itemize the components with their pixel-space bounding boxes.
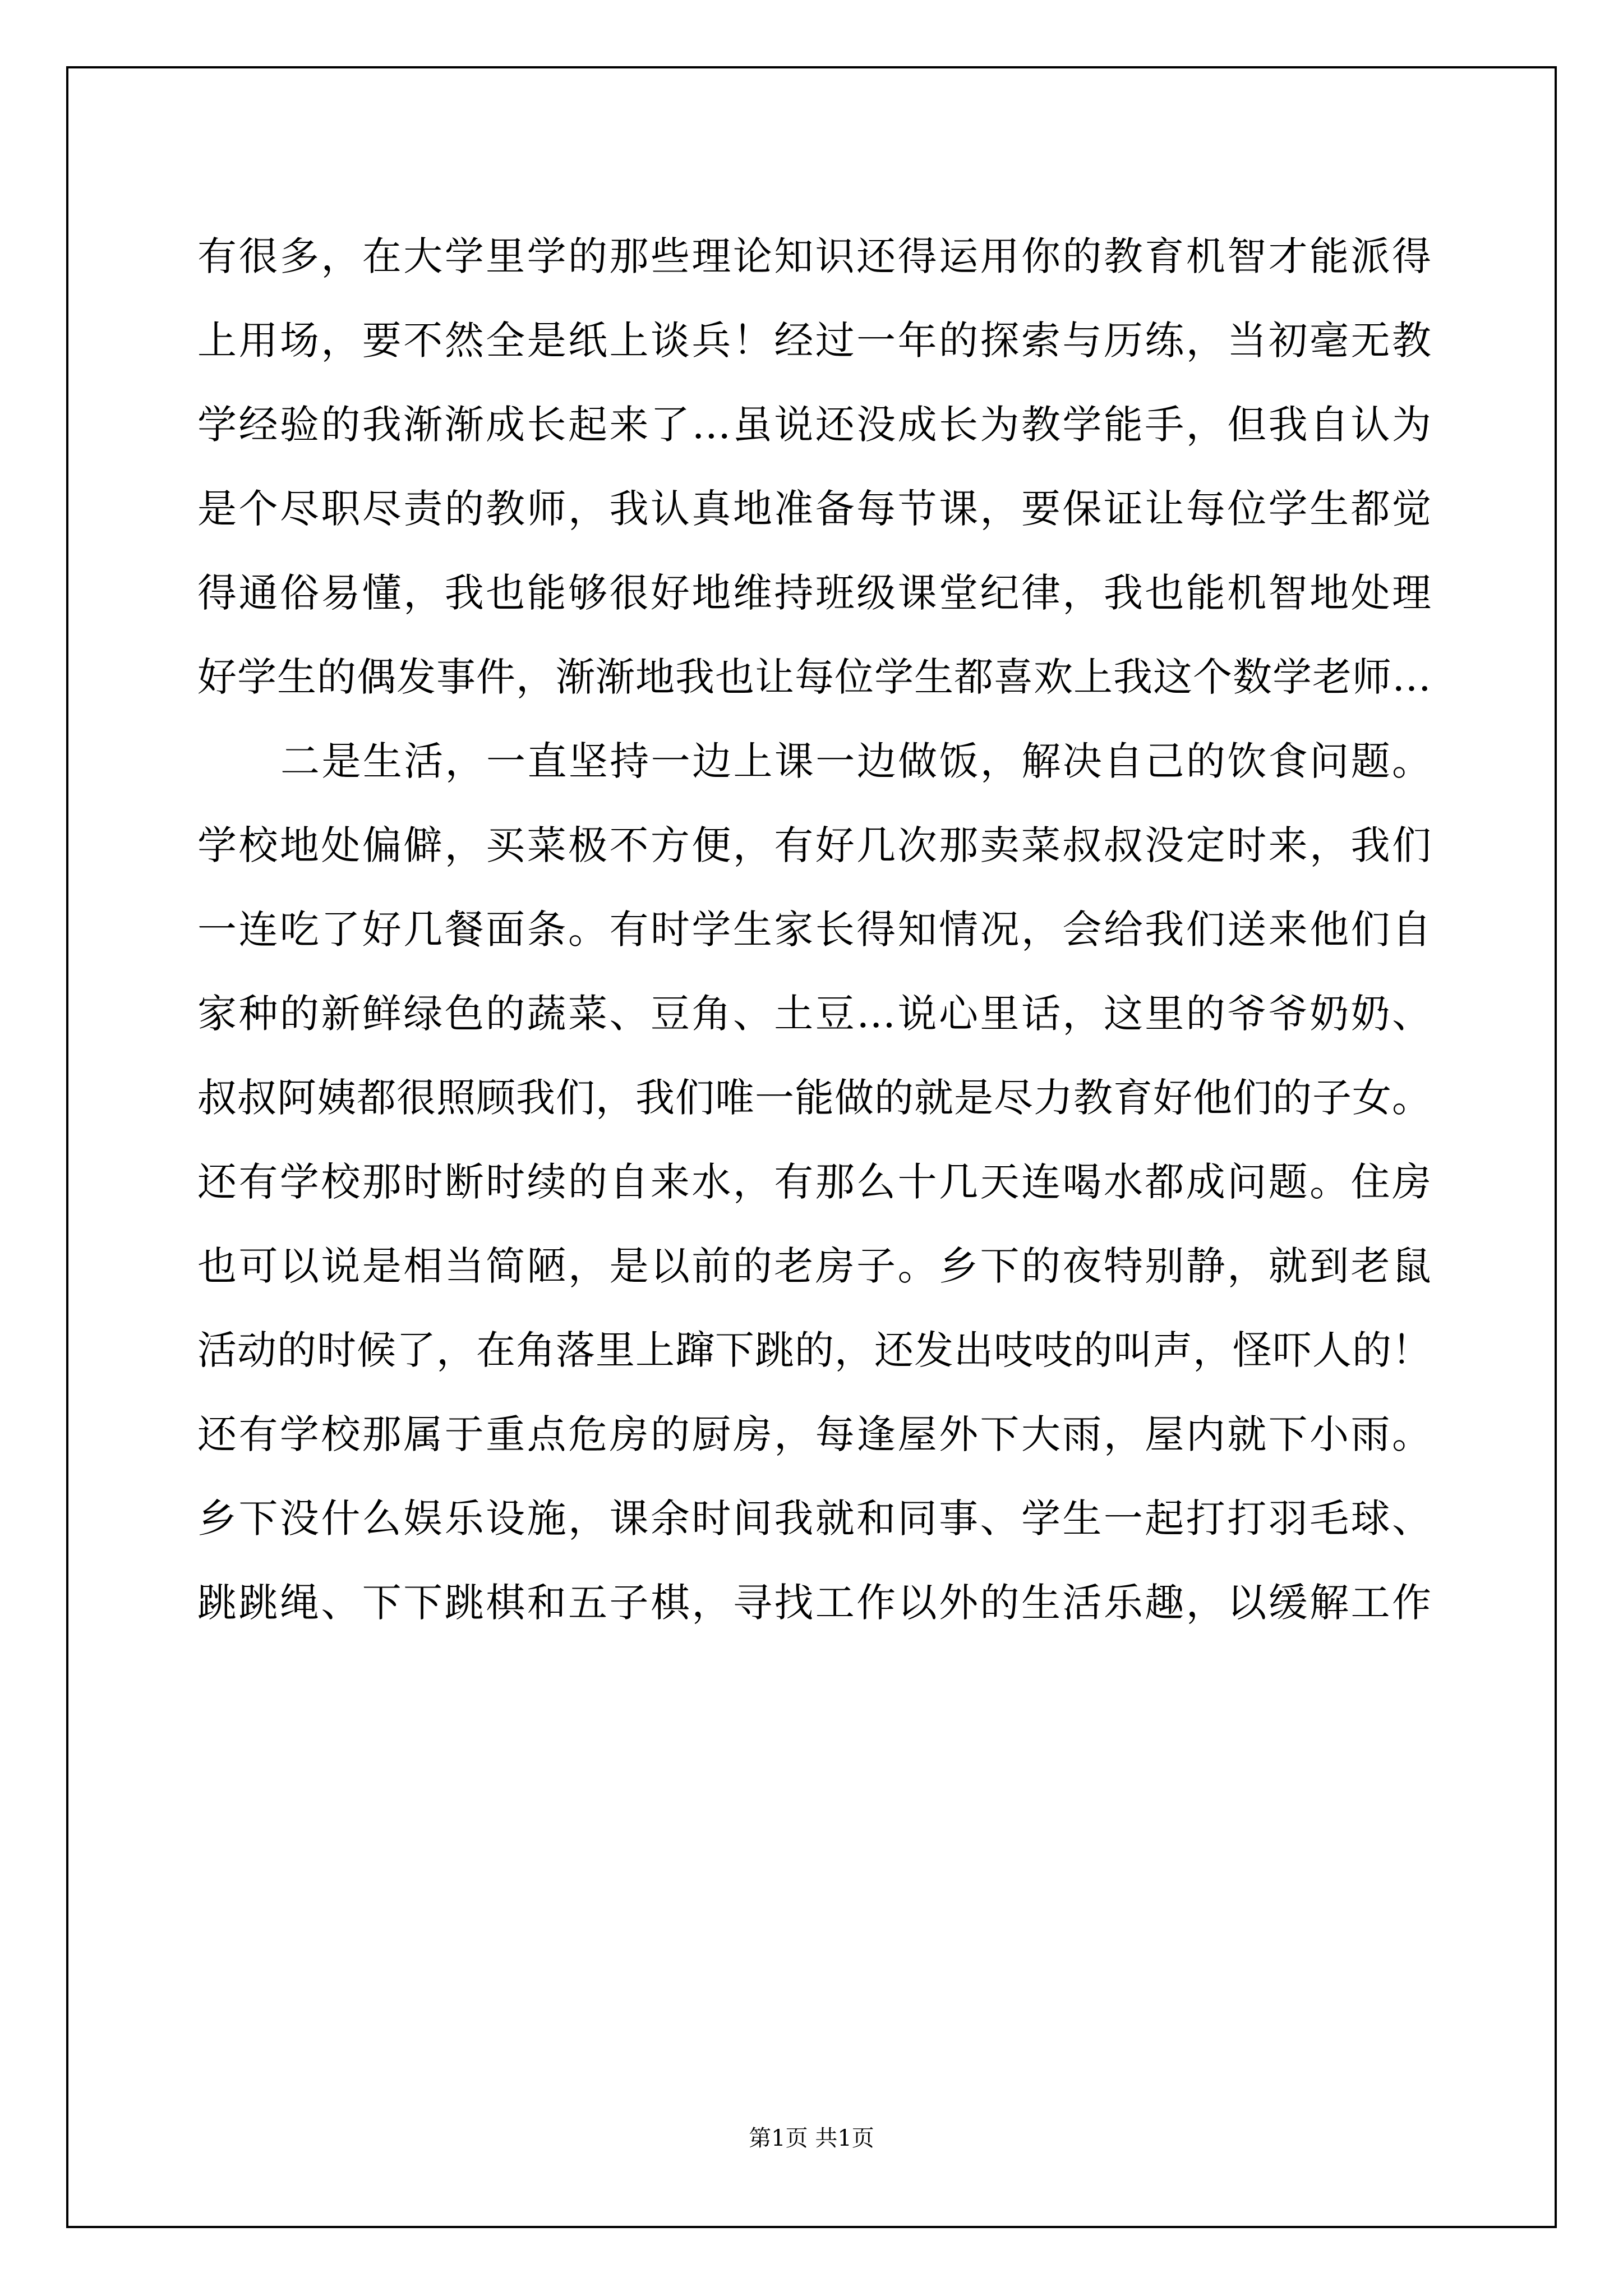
text-line-13: 也可以说是相当简陋，是以前的老房子。乡下的夜特别静，就到老鼠 xyxy=(197,1243,1431,1289)
text-line-11: 叔叔阿姨都很照顾我们，我们唯一能做的就是尽力教育好他们的子女。 xyxy=(197,1075,1431,1121)
text-line-1: 有很多，在大学里学的那些理论知识还得运用你的教育机智才能派得 xyxy=(197,233,1431,279)
text-line-4: 是个尽职尽责的教师，我认真地准备每节课，要保证让每位学生都觉 xyxy=(197,486,1431,532)
text-line-16: 乡下没什么娱乐设施，课余时间我就和同事、学生一起打打羽毛球、 xyxy=(197,1496,1431,1542)
text-line-12: 还有学校那时断时续的自来水，有那么十几天连喝水都成问题。住房 xyxy=(197,1159,1431,1205)
text-line-2: 上用场，要不然全是纸上谈兵！经过一年的探索与历练，当初毫无教 xyxy=(197,318,1431,364)
text-line-14: 活动的时候了，在角落里上蹿下跳的，还发出吱吱的叫声，怪吓人的！ xyxy=(197,1327,1431,1373)
text-line-7: 二是生活，一直坚持一边上课一边做饭，解决自己的饮食问题。 xyxy=(280,738,1431,784)
text-line-15: 还有学校那属于重点危房的厨房，每逢屋外下大雨，屋内就下小雨。 xyxy=(197,1411,1431,1457)
text-line-17: 跳跳绳、下下跳棋和五子棋，寻找工作以外的生活乐趣，以缓解工作 xyxy=(197,1580,1431,1626)
text-line-10: 家种的新鲜绿色的蔬菜、豆角、土豆…说心里话，这里的爷爷奶奶、 xyxy=(197,991,1431,1037)
text-line-8: 学校地处偏僻，买菜极不方便，有好几次那卖菜叔叔没定时来，我们 xyxy=(197,822,1431,868)
text-line-9: 一连吃了好几餐面条。有时学生家长得知情况，会给我们送来他们自 xyxy=(197,907,1431,953)
text-line-5: 得通俗易懂，我也能够很好地维持班级课堂纪律，我也能机智地处理 xyxy=(197,570,1431,616)
page-number: 第1页 共1页 xyxy=(749,2125,874,2151)
text-line-3: 学经验的我渐渐成长起来了…虽说还没成长为教学能手，但我自认为 xyxy=(197,402,1431,448)
text-line-6: 好学生的偶发事件，渐渐地我也让每位学生都喜欢上我这个数学老师… xyxy=(197,654,1431,700)
